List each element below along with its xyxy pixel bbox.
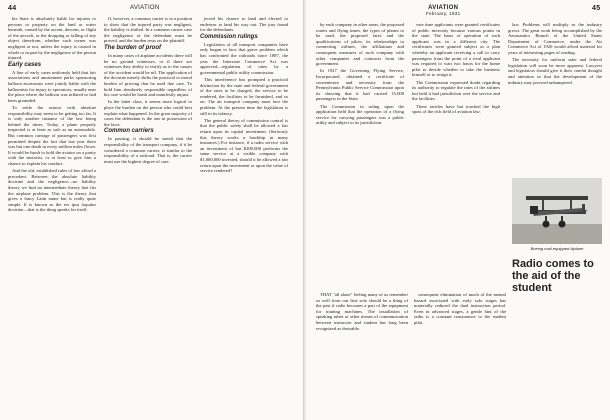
right-column-2 — [412, 22, 500, 116]
right-column-1 — [316, 22, 404, 127]
paragraph: In many cases of airplane accidents there will be no ground witnesses, or if there are witnesses they ability to testify as to the causes of the accident would be nil. The application of the doctrine merely shifts the practical or moral burden of proving that he used due care. To hold him absolutely responsible regardless of his care would be harsh and manifestly unjust. — [104, 53, 192, 98]
right-running-title — [426, 5, 460, 16]
paragraph: The Commission expressed doubt regarding its authority to regulate the rates of the airlines but held it had jurisdiction over the service and the facilities. — [412, 79, 500, 102]
right-running-title-text: AVIATION — [428, 5, 459, 11]
paragraph: THAT "all alone" feeling many of us remember so well from our first solo should be a thing of the past if radio becomes a part of the equipment for training machines. The installation of speaking tubes or other means of communication between instructor and student has long been recognized as desirable. — [316, 292, 408, 331]
left-column-2 — [104, 16, 192, 166]
paragraph: The necessity for uniform state and federal legislation will soon be more apparent. Lawyers and legislators should give it their careful thought and attention so that the development of the industry may proceed unhampered. — [508, 57, 602, 85]
paragraph: In passing, it should be stated that the responsibility of the transport company, if it be considered a common carrier, is similar to the responsibility of a railroad. That is, the carrier must use the highest degree of care. — [104, 136, 192, 164]
left-column-3 — [200, 16, 288, 175]
left-page-number: 44 — [8, 5, 17, 12]
paragraph: And the old, established rules of law afford a precedent. Between the absolute liability doctrine and the negligence—no liability theory we find an intermediate theory that fits the airplane problem. This is the theory that gives a fancy Latin name but is really quite simple. It is known as the res ipsa loquitur doctrine—that is the thing speaks for itself. — [8, 168, 96, 213]
paragraph: by each company in other areas, the proposed routes and flying times, the types of planes to be used, the proposed fares and the qualifications of pilots, its relationships to connecting airlines, the affiliations and consequent measures of such company with other companies and contracts from the government. — [316, 22, 404, 67]
section-heading: Commission rulings — [200, 33, 258, 40]
right-page-number: 45 — [592, 5, 601, 12]
issue-date: February, 1931 — [426, 11, 461, 16]
paragraph: In the latter class, it seems more logical to place the burden on the person who could best explain what happened. In the great majority of cases the defendant is the one in possession of the facts. — [104, 99, 192, 127]
paragraph: jected his chance to land and elected to endeavor to land his way out. The jury found for the defendants. — [200, 16, 288, 33]
paragraph: In 1927 the Governing Flying Service, Incorporated, obtained a certificate of convenience and necessity from the Pennsylvania Public Service Commission upon its showing that it had carried 15,000 passengers in the State. — [316, 68, 404, 102]
paragraph: vate time applicants were granted certificates of public necessity because various points in the state. The basis of operation of each applicant was in a different city. The certificates were granted subject as a plan whereby an applicant receiving a call to carry passengers from the point of a rival applicant was required to wait two hours for the home pilot to decide whether to take the business himself or to resign it. — [412, 22, 500, 78]
section-heading: Common carriers — [104, 128, 154, 135]
section-heading: Early cases — [8, 61, 42, 68]
paragraph: Legislation of all transport companies have only begun to face that grave problem which has confronted the railroads since 1887, the year the Interstate Commerce Act was approved—regulation of rates by a governmental public utility commission. — [200, 41, 288, 75]
biplane-illustration — [512, 178, 602, 244]
paragraph: To settle the aviator with absolute responsibility may seem to be getting too far. It is only another instance of the law being behind the times. Today, a plane properly inspected is at least as safe as an automobile. But common carriage of passengers was first permitted despite the fact that last year there was but one death in every million miles flown. It would be harsh to hold the aviator on a parity with the motorist, or at least to give him a chance to explain his conduct. — [8, 105, 96, 166]
feature-column-1 — [316, 292, 408, 333]
paragraph: his State is absolutely liable for injuries to persons or property on the land or water beneath, caused by the ascent, descent, or flight of the aircraft, or the dropping or falling of any object therefrom, whether such owner was negligent or not, unless the injury is caused in whole or in part by the negligence of the person injured. — [8, 16, 96, 61]
paragraph: A line of early cases uniformly held that fair associations and amusement parks sponsoring balloon ascensions were jointly liable with the balloonists for injury to spectators, usually near the place where the balloon was inflated or had been grounded. — [8, 69, 96, 103]
photo-caption: Boeing mail-equipped biplane — [530, 246, 584, 251]
right-page — [306, 0, 610, 420]
left-running-title: AVIATION — [130, 5, 160, 11]
feature-title: Radio comes to the aid of the student — [512, 258, 594, 294]
paragraph: law. Problems will multiply as the industry grows. The great work being accomplished by the Aeronautics Branch of the United States Department of Commerce, under the Air Commerce Act of 1926 would afford material for years of interesting pages of reading. — [508, 22, 602, 55]
paragraph: If, however, a common carrier is in a position to show that the injured party was negligent, the liability is shifted. In a common carrier case the negligence of the defendant must be proved, and the burden rests on the plaintiff. — [104, 16, 192, 44]
feature-column-2 — [414, 292, 506, 327]
biplane-photo — [512, 178, 602, 244]
paragraph: The general theory of commission control is that the public safety shall be allowed a fair return upon its capital investment. (Seriously this theory works a hardship in many instances.) For instance, if a radio service with an investment of but $200,000 performs the same service at a visible company with $1,000,000 invested, should it be allowed a fair return upon the investment or upon the value of service rendered? — [200, 117, 288, 174]
left-page — [0, 0, 304, 420]
paragraph: These articles have but touched the high spots of the rich field of aviation law. — [412, 103, 500, 115]
section-heading: The burden of proof — [104, 44, 161, 51]
paragraph: consequent elimination of much of the mental hazard associated with early solo stages has materially reduced the dual instruction period. Even in advanced stages, a gentle hint of the radio is a constant reassurance to the student pilot. — [414, 292, 506, 325]
paragraph: The Commission in ruling upon the application held that the operation of a flying service for carrying passengers was a public utility and subject to its jurisdiction. — [316, 103, 404, 126]
left-column-1 — [8, 16, 96, 214]
right-column-3 — [508, 22, 602, 87]
paragraph: This interference has prompted a practical distinction by the state and federal government of the rates to be charged, the service to be rendered, the facilities to be furnished, and so on. The air transport company must face the problem. At the present time the legislation is still in its infancy. — [200, 77, 288, 116]
